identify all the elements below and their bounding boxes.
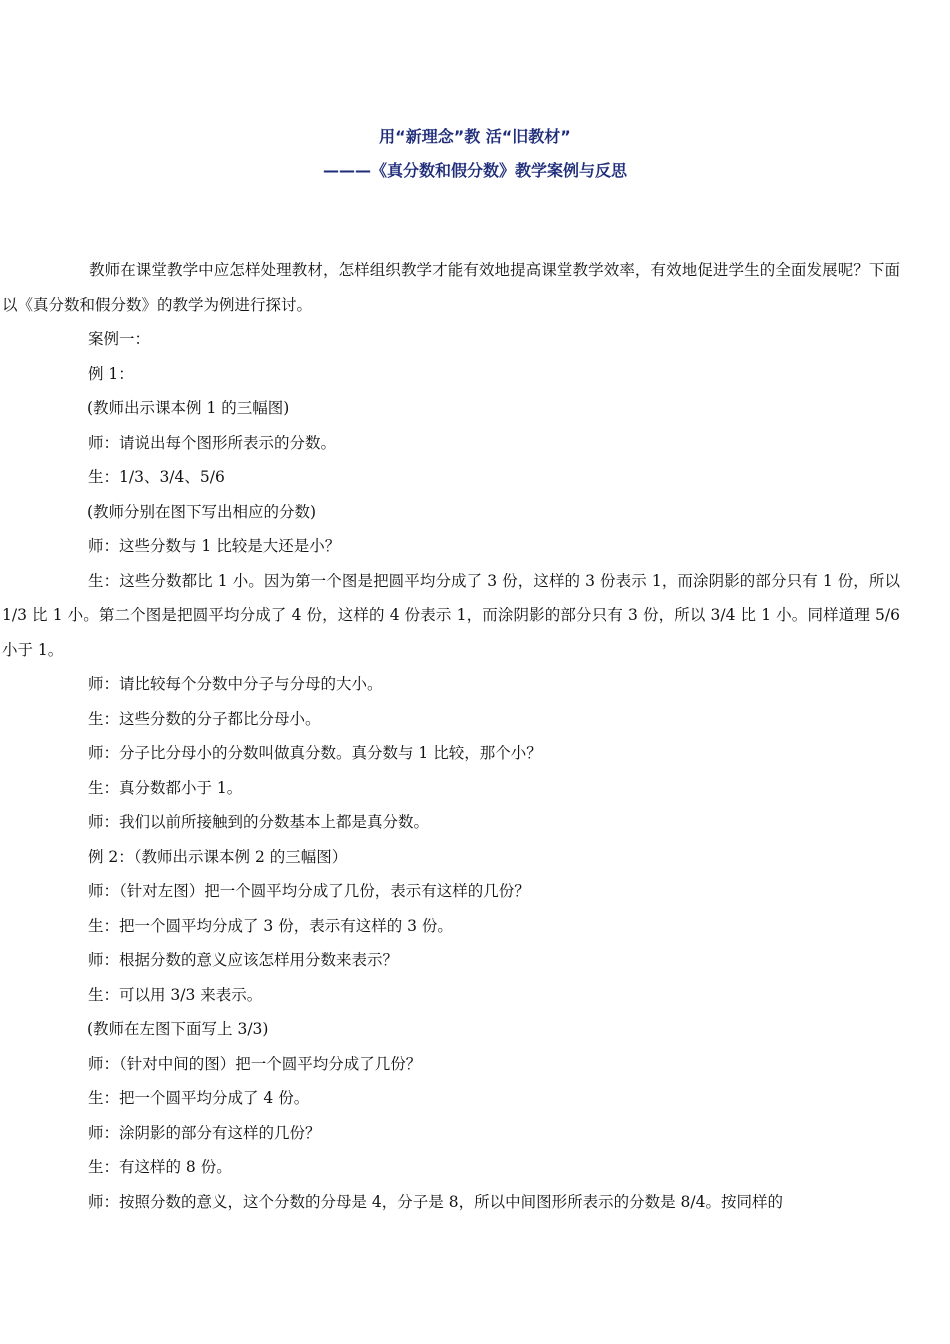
paragraph: 师：根据分数的意义应该怎样用分数来表示？ [88,951,399,969]
paragraph: (教师分别在图下写出相应的分数) [87,502,317,521]
paragraph: 师：我们以前所接触到的分数基本上都是真分数。 [88,813,430,831]
document-title: 用“新理念”教 活“旧教材” [379,127,571,146]
paragraph: 师：分子比分母小的分数叫做真分数。真分数与 1 比较，那个小？ [88,744,542,762]
paragraph: 生：有这样的 8 份。 [88,1158,232,1176]
paragraph: 师：（针对中间的图）把一个圆平均分成了几份？ [88,1054,422,1073]
paragraph-intro: 教师在课堂教学中应怎样处理教材，怎样组织教学才能有效地提高课堂教学效率，有效地促进学生的全面发展呢？下面以《真分数和假分数》的教学为例进行探讨。 [2,261,900,314]
paragraph: 生：1/3、3/4、5/6 [88,468,225,486]
paragraph-case-heading: 案例一： [88,330,151,348]
paragraph: 师：涂阴影的部分有这样的几份？ [88,1123,321,1142]
paragraph-example-2: 例 2：（教师出示课本例 2 的三幅图） [88,847,348,866]
paragraph: 生：把一个圆平均分成了 3 份，表示有这样的 3 份。 [88,916,453,935]
paragraph: 师：请比较每个分数中分子与分母的大小。 [88,675,383,693]
document-subtitle: ———《真分数和假分数》教学案例与反思 [322,161,627,180]
paragraph: 生：可以用 3/3 来表示。 [88,985,263,1004]
paragraph: 生：这些分数的分子都比分母小。 [88,709,321,728]
document-body [2,253,900,1219]
paragraph: 生：真分数都小于 1。 [88,778,243,797]
paragraph: 师：请说出每个图形所表示的分数。 [88,433,337,452]
paragraph: (教师出示课本例 1 的三幅图) [87,399,290,417]
paragraph-example-1: 例 1： [88,364,134,383]
paragraph: (教师在左图下面写上 3/3) [87,1020,269,1038]
paragraph: 生：把一个圆平均分成了 4 份。 [88,1089,310,1107]
paragraph: 师：按照分数的意义，这个分数的分母是 4，分子是 8，所以中间图形所表示的分数是 8/4。按同样的 [88,1192,783,1211]
paragraph: 生：这些分数都比 1 小。因为第一个图是把圆平均分成了 3 份，这样的 3 份表示 1，而涂阴影的部分只有 1 份，所以 1/3 比 1 小。第二个图是把圆平均分成了 4 份，这样的 4 份表示 1，而涂阴影的部分只有 3 份，所以 3/4 比 1 小。同样道理 5/6 小于 1。 [2,571,900,659]
paragraph: 师：这些分数与 1 比较是大还是小？ [88,537,341,555]
paragraph: 师：（针对左图）把一个圆平均分成了几份，表示有这样的几份？ [88,882,530,900]
